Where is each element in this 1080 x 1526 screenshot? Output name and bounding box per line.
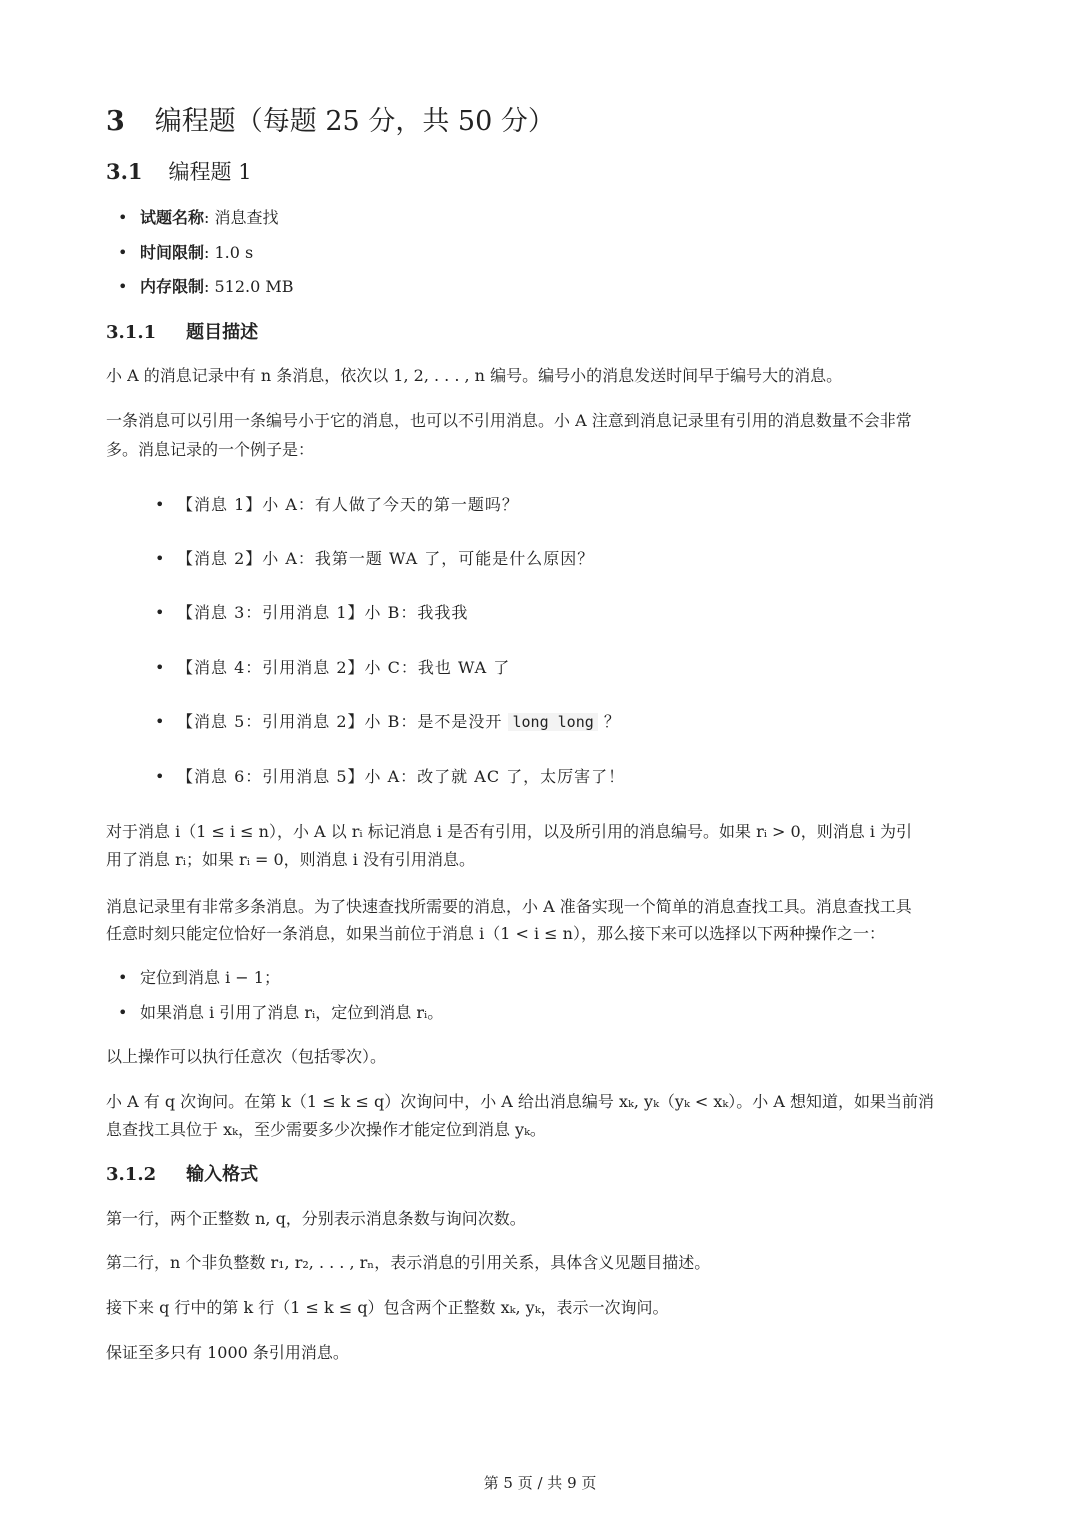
meta-label: 时间限制 <box>140 243 205 262</box>
meta-item-time <box>118 241 253 265</box>
chat-message: • 【消息 2】小 A：我第一题 WA 了，可能是什么原因？ <box>155 547 594 571</box>
paragraph: 第一行，两个正整数 n, q，分别表示消息条数与询问次数。 <box>106 1209 526 1228</box>
meta-value: : 512.0 MB <box>204 277 294 296</box>
paragraph: 保证至多只有 1000 条引用消息。 <box>106 1343 349 1362</box>
paragraph: 第二行，n 个非负整数 r₁, r₂, . . . , rₙ，表示消息的引用关系，具体含义见题目描述。 <box>106 1253 711 1272</box>
input-title: 输入格式 <box>186 1164 259 1185</box>
section-heading <box>106 104 555 140</box>
description-number: 3.1.1 <box>106 322 157 343</box>
subsection-heading <box>106 157 252 187</box>
paragraph: 接下来 q 行中的第 k 行（1 ≤ k ≤ q）包含两个正整数 xₖ, yₖ，表示一次询问。 <box>106 1298 669 1317</box>
description-heading <box>106 320 258 346</box>
bullet: • <box>155 495 166 514</box>
bullet: • <box>155 712 166 731</box>
description-title: 题目描述 <box>186 322 259 343</box>
meta-value: : 1.0 s <box>204 243 254 262</box>
chat-message: • 【消息 3：引用消息 1】小 B：我我我 <box>155 601 468 625</box>
input-number: 3.1.2 <box>106 1164 157 1185</box>
meta-label: 试题名称 <box>140 208 205 227</box>
meta-item-name <box>118 206 279 230</box>
paragraph: 任意时刻只能定位恰好一条消息，如果当前位于消息 i（1 < i ≤ n），那么接下来可以选择以下两种操作之一： <box>106 924 885 943</box>
paragraph: 消息记录里有非常多条消息。为了快速查找所需要的消息，小 A 准备实现一个简单的消息查找工具。消息查找工具 <box>106 897 912 916</box>
chat-message: • 【消息 6：引用消息 5】小 A：改了就 AC 了，太厉害了！ <box>155 765 625 789</box>
subsection-title: 编程题 1 <box>168 160 252 184</box>
paragraph: 小 A 的消息记录中有 n 条消息，依次以 1, 2, . . . , n 编号。编号小的消息发送时间早于编号大的消息。 <box>106 366 843 385</box>
bullet: • <box>155 767 166 786</box>
operation-item: • 如果消息 i 引用了消息 rᵢ，定位到消息 rᵢ。 <box>118 1001 443 1025</box>
chat-message: • 【消息 1】小 A：有人做了今天的第一题吗？ <box>155 493 519 517</box>
meta-item-memory <box>118 275 294 299</box>
input-heading <box>106 1162 258 1188</box>
paragraph: 以上操作可以执行任意次（包括零次）。 <box>106 1047 387 1066</box>
page-footer: 第 5 页 / 共 9 页 <box>483 1474 597 1492</box>
bullet: • <box>118 277 128 296</box>
bullet: • <box>155 549 166 568</box>
meta-value: : 消息查找 <box>204 208 279 227</box>
subsection-number: 3.1 <box>106 159 143 184</box>
bullet: • <box>118 1003 128 1022</box>
meta-label: 内存限制 <box>140 277 205 296</box>
paragraph: 小 A 有 q 次询问。在第 k（1 ≤ k ≤ q）次询问中，小 A 给出消息编号 xₖ, yₖ（yₖ < xₖ）。小 A 想知道，如果当前消 <box>106 1092 934 1111</box>
chat-message: • 【消息 5：引用消息 2】小 B：是不是没开 long long ？ <box>155 710 621 734</box>
section-title: 编程题（每题 25 分，共 50 分） <box>154 106 555 137</box>
bullet: • <box>155 658 166 677</box>
operation-item: • 定位到消息 i − 1； <box>118 966 280 990</box>
bullet: • <box>155 603 166 622</box>
paragraph: 对于消息 i（1 ≤ i ≤ n），小 A 以 rᵢ 标记消息 i 是否有引用，以及所引用的消息编号。如果 rᵢ > 0，则消息 i 为引 <box>106 822 913 841</box>
inline-code: long long <box>508 713 597 731</box>
paragraph: 一条消息可以引用一条编号小于它的消息，也可以不引用消息。小 A 注意到消息记录里有引用的消息数量不会非常 <box>106 411 912 430</box>
bullet: • <box>118 243 128 262</box>
bullet: • <box>118 208 128 227</box>
bullet: • <box>118 968 128 987</box>
section-number: 3 <box>106 106 125 137</box>
paragraph: 多。消息记录的一个例子是： <box>106 440 315 459</box>
paragraph: 用了消息 rᵢ；如果 rᵢ = 0，则消息 i 没有引用消息。 <box>106 850 475 869</box>
chat-message: • 【消息 4：引用消息 2】小 C：我也 WA 了 <box>155 656 510 680</box>
paragraph: 息查找工具位于 xₖ，至少需要多少次操作才能定位到消息 yₖ。 <box>106 1120 546 1139</box>
